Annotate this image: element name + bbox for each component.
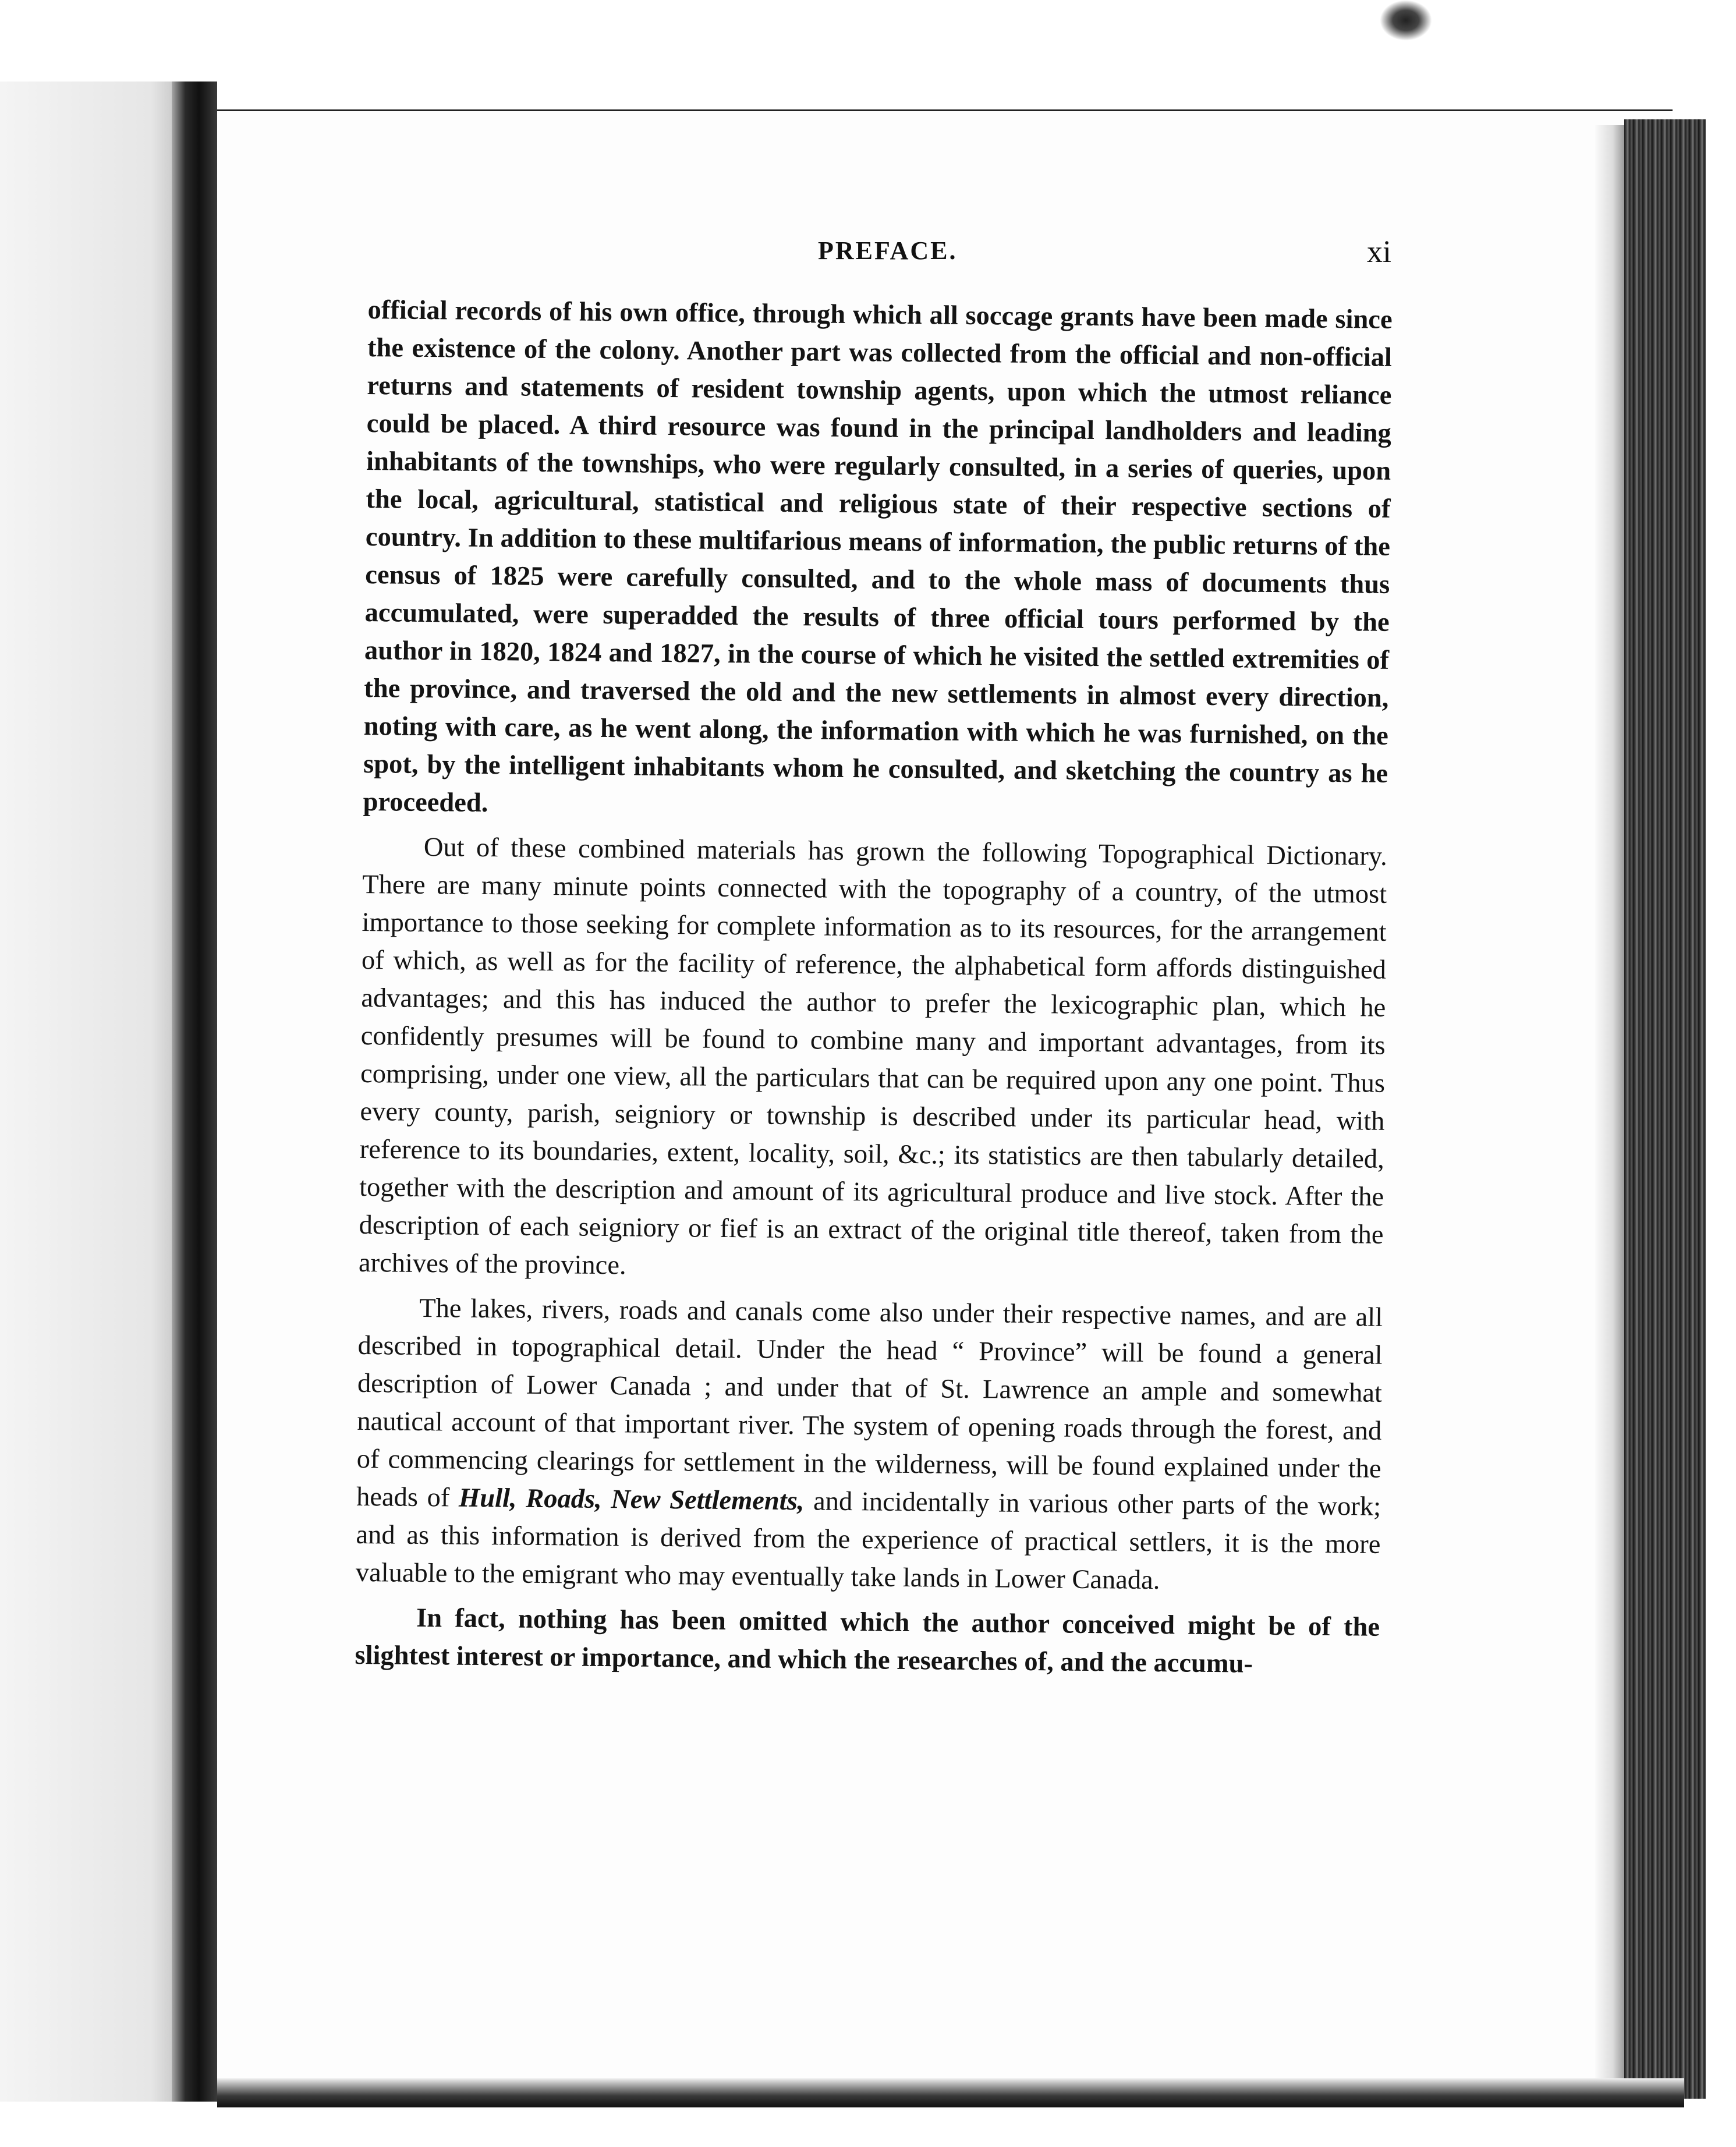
book-gutter-shadow bbox=[172, 82, 217, 2102]
paragraph-3-text-after: and incidentally in various other parts of the work; and as this information is derived from the experience of practical settlers, it is the more valuable to the emigrant who may eventually take lands in Lower Canada. bbox=[355, 1486, 1381, 1596]
paragraph-3 bbox=[356, 1289, 1383, 1602]
paragraph-3-text-before: The lakes, rivers, roads and canals come also under their respective names, and are all described in topographical detail. Under the head “ Province” will be found a general description of Lower Canada ; and under that of St. Lawrence an ample and somewhat nautical account of that important river. The system of opening roads through the forest, and of commencing clearings for settlement in the wilderness, will be found explained under the heads of bbox=[356, 1293, 1383, 1513]
running-header bbox=[367, 236, 1391, 277]
running-title: PREFACE. bbox=[818, 236, 958, 265]
paragraph-2: Out of these combined materials has grown the following Topographical Dictionary. There are many minute points connected with the topography of a country, of the utmost importance to those seeking for complete information as to its resources, for the arrangement of which, as well as for the facility of reference, the alphabetical form affords distinguished advantages; and this has induced the author to prefer the lexicographic plan, which he confidently presumes will be found to combine many and important advantages, from its comprising, under one view, all the particulars that can be required upon any one point. Thus every county, parish, seigniory or township is described under its particular head, with reference to its boundaries, extent, locality, soil, &c.; its statistics are then tabularly detailed, together with the description and amount of its agricultural produce and live stock. After the description of each seigniory or fief is an extract of the original title thereof, taken from the archives of the province. bbox=[358, 832, 1388, 1281]
paragraph-3-emphasis: Hull, Roads, New Settlements, bbox=[458, 1483, 805, 1517]
page-bottom-edge bbox=[217, 2078, 1684, 2107]
page-curl-shadow bbox=[1595, 125, 1627, 2081]
page-number: xi bbox=[1366, 234, 1391, 269]
paragraph-4: In fact, nothing has been omitted which the author conceived might be of the slightest interest or importance, and which the researches of, and the accumu- bbox=[355, 1603, 1380, 1679]
page-block-edges bbox=[1624, 119, 1706, 2099]
scan-smudge bbox=[1380, 0, 1432, 41]
paragraph-1: official records of his own office, through which all soccage grants have been made since the existence of the colony. Another part was collected from the official and non-official returns and statements of resident township agents, upon which the utmost reliance could be placed. A third resource was found in the principal landholders and leading inhabitants of the townships, who were regularly consulted, in a series of queries, upon the local, agricultural, statistical and religious state of their respective sections of country. In addition to these multifarious means of information, the public returns of the census of 1825 were carefully consulted, and to the whole mass of documents thus accumulated, were superadded the results of three official tours performed by the author in 1820, 1824 and 1827, in the course of which he visited the settled extremities of the province, and traversed the old and the new settlements in almost every direction, noting with care, as he went along, the information with which he was furnished, on the spot, by the intelligent inhabitants whom he consulted, and sketching the country as he proceeded. bbox=[363, 295, 1393, 819]
body-text bbox=[355, 291, 1393, 1691]
